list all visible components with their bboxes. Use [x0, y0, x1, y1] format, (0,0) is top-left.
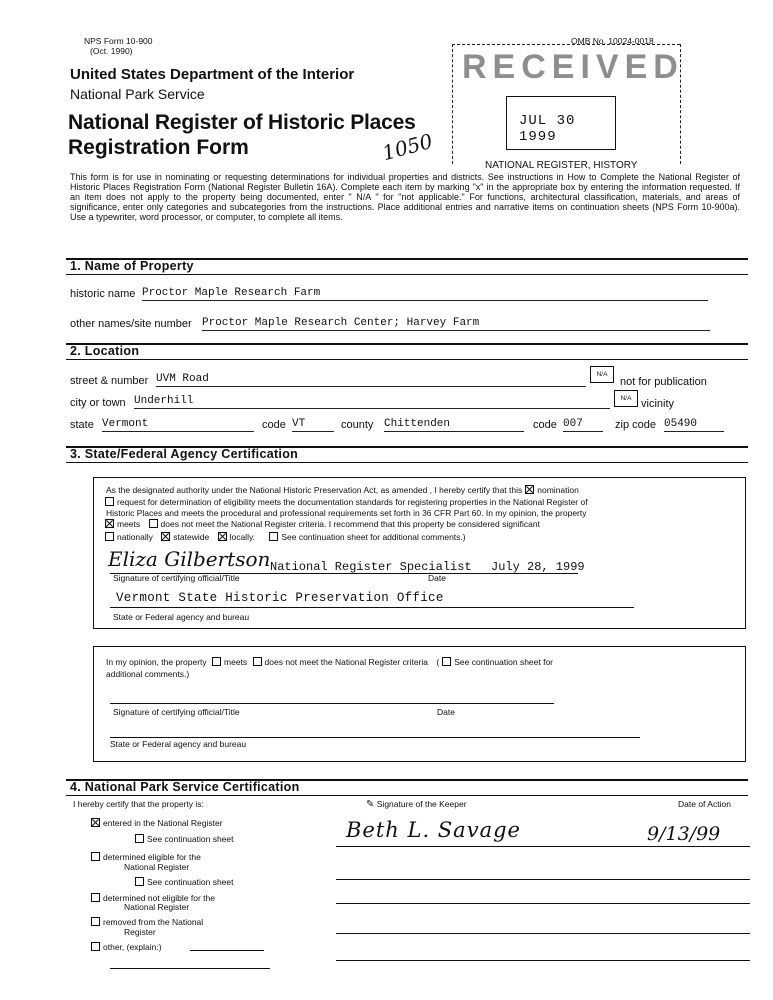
historic-name-field[interactable]: Proctor Maple Research Farm: [142, 287, 708, 301]
opt-removed: [88, 917, 203, 927]
entered-checkbox[interactable]: [91, 818, 100, 827]
statewide-label: statewide: [173, 532, 210, 542]
omb-number: OMB No. 10024-0018: [571, 36, 654, 46]
stamp-office: NATIONAL REGISTER, HISTORY: [485, 160, 638, 171]
form-date: (Oct. 1990): [90, 46, 133, 56]
section4-heading: 4. National Park Service Certification: [70, 780, 300, 794]
date-label: Date: [428, 573, 446, 583]
meets-label: meets: [117, 519, 141, 529]
other-label: other, (explain:): [103, 942, 162, 952]
signature-title-label: Signature of certifying official/Title: [113, 573, 240, 583]
state-label: state: [70, 419, 94, 431]
city-label: city or town: [70, 397, 126, 409]
certify-label: I hereby certify that the property is:: [73, 799, 204, 809]
opinion-continuation-label: See continuation sheet for: [454, 657, 554, 667]
county-code-field[interactable]: 007: [563, 418, 603, 432]
eligible-label-2: National Register: [124, 862, 190, 872]
street-field[interactable]: UVM Road: [156, 373, 586, 387]
cert-line1-text: As the designated authority under the National Historic Preservation Act, as amended , I hereby certify that this: [106, 485, 523, 495]
stamp-date: JUL 30 1999: [519, 113, 576, 145]
opinion-line1: In my opinion, the property meets does not meet the National Register criteria ( See continuation sheet for: [106, 657, 554, 667]
other-names-field[interactable]: Proctor Maple Research Center; Harvey Farm: [202, 317, 710, 331]
removed-label-1: removed from the National: [103, 917, 204, 927]
other-names-label: other names/site number: [70, 318, 192, 330]
keeper-label-text: Signature of the Keeper: [376, 799, 467, 809]
code-label: code: [262, 419, 286, 431]
service-name: National Park Service: [70, 86, 205, 102]
opinion-not-meets-label: does not meet the National Register criteria: [264, 657, 429, 667]
instructions-paragraph: This form is for use in nominating or requesting determinations for individual properties and districts. See instructions in How to Complete the National Register of Historic Places Registration Form (National Register Bulletin 16A). Complete each item by marking "x" in the appropriate box by entering the information requested. If an item does not apply to the property being documented, enter " N/A " for "not applicable." For functions, architectural classification, materials, and areas of significance, enter only categories and subcategories from the instructions. Place additional entries and narrative items on continuation sheets (NPS Form 10-900a). Use a typewriter, word processor, or computer, to complete all items.: [70, 172, 740, 222]
locally-label: locally.: [229, 532, 255, 542]
opinion-line2: additional comments.): [106, 669, 190, 679]
keeper-signature: Beth L. Savage: [346, 818, 521, 842]
opinion-label: In my opinion, the property: [106, 657, 207, 667]
handwritten-number: 1050: [379, 128, 436, 166]
street-label: street & number: [70, 375, 149, 387]
opinion-agency-label: State or Federal agency and bureau: [110, 739, 247, 749]
not-for-publication-checkbox[interactable]: N/A: [590, 366, 614, 383]
eligible-label-1: determined eligible for the: [103, 852, 201, 862]
stamp-date-box: [506, 96, 616, 150]
opinion-meets-checkbox[interactable]: [212, 657, 221, 666]
not-for-publication-label: not for publication: [620, 376, 707, 388]
city-field[interactable]: Underhill: [134, 395, 610, 409]
not-eligible-label-1: determined not eligible for the: [103, 893, 215, 903]
removed-label-2: Register: [124, 927, 156, 937]
cert-line5: [102, 532, 466, 542]
form-title-line2: Registration Form: [68, 136, 249, 159]
cert-line1: [106, 485, 579, 495]
opt-eligible: [88, 852, 201, 862]
eligible-checkbox[interactable]: [91, 852, 100, 861]
eligible-continuation-label: See continuation sheet: [147, 877, 234, 887]
section1-heading: 1. Name of Property: [70, 259, 194, 273]
zip-label: zip code: [615, 419, 656, 431]
agency-label: State or Federal agency and bureau: [113, 612, 250, 622]
section2-heading: 2. Location: [70, 344, 140, 358]
stamp-received-text: RECEIVED: [462, 48, 684, 86]
opt-entered-continuation: [132, 834, 233, 844]
request-determination-checkbox[interactable]: [105, 497, 114, 506]
state-code-field[interactable]: VT: [292, 418, 334, 432]
nationally-label: nationally: [117, 532, 153, 542]
historic-name-label: historic name: [70, 288, 136, 300]
not-eligible-label-2: National Register: [124, 902, 190, 912]
nationally-checkbox[interactable]: [105, 532, 114, 541]
pen-icon: ✎: [366, 799, 375, 810]
see-continuation-label: See continuation sheet for additional comments.): [281, 532, 466, 542]
nomination-checkbox[interactable]: [525, 485, 534, 494]
opt-eligible-continuation: [132, 877, 233, 887]
cert-line3: Historic Places and meets the procedural and professional requirements set forth in 36 CFR Part 60. In my opinion, the property: [106, 508, 587, 518]
cert-line2-text: request for determination of eligibility meets the documentation standards for registering properties in the National Register of: [117, 497, 588, 507]
opinion-date-label: Date: [437, 707, 455, 717]
keeper-label: [366, 799, 467, 810]
opinion-continuation-checkbox[interactable]: [442, 657, 451, 666]
nomination-label: nomination: [537, 485, 579, 495]
received-stamp: [452, 44, 684, 171]
date-of-action-label: Date of Action: [678, 799, 731, 809]
entered-label: entered in the National Register: [103, 818, 223, 828]
statewide-checkbox[interactable]: [161, 532, 170, 541]
form-number: NPS Form 10-900: [84, 36, 153, 46]
opinion-not-meets-checkbox[interactable]: [253, 657, 262, 666]
county-field[interactable]: Chittenden: [384, 418, 524, 432]
department-name: United States Department of the Interior: [70, 66, 355, 83]
locally-checkbox[interactable]: [218, 532, 227, 541]
see-continuation-checkbox[interactable]: [269, 532, 278, 541]
vicinity-checkbox[interactable]: N/A: [614, 390, 638, 407]
opt-other: [88, 942, 162, 952]
entered-continuation-label: See continuation sheet: [147, 834, 234, 844]
not-eligible-checkbox[interactable]: [91, 893, 100, 902]
opt-entered: [88, 818, 223, 828]
section3-heading: 3. State/Federal Agency Certification: [70, 447, 299, 461]
zip-field[interactable]: 05490: [664, 418, 724, 432]
official-title-typed: National Register Specialist: [270, 560, 472, 574]
removed-checkbox[interactable]: [91, 917, 100, 926]
county-code-label: code: [533, 419, 557, 431]
state-official-signature: Eliza Gilbertson: [108, 547, 271, 571]
form-title-line1: National Register of Historic Places: [68, 111, 416, 134]
signature-date-typed: July 28, 1999: [491, 560, 585, 574]
entered-continuation-checkbox[interactable]: [135, 834, 144, 843]
eligible-continuation-checkbox[interactable]: [135, 877, 144, 886]
not-meets-label: does not meet the National Register criteria. I recommend that this property be considered significant: [160, 519, 540, 529]
cert-line2: [102, 497, 588, 507]
state-field[interactable]: Vermont: [102, 418, 254, 432]
opinion-signature-label: Signature of certifying official/Title: [113, 707, 240, 717]
action-date: 9/13/99: [647, 823, 721, 845]
opinion-meets-label: meets: [224, 657, 248, 667]
meets-checkbox[interactable]: [105, 519, 114, 528]
other-checkbox[interactable]: [91, 942, 100, 951]
not-meets-checkbox[interactable]: [149, 519, 158, 528]
county-label: county: [341, 419, 374, 431]
agency-typed: Vermont State Historic Preservation Office: [116, 591, 444, 605]
vicinity-label: vicinity: [641, 398, 675, 410]
cert-line4: [102, 519, 540, 529]
